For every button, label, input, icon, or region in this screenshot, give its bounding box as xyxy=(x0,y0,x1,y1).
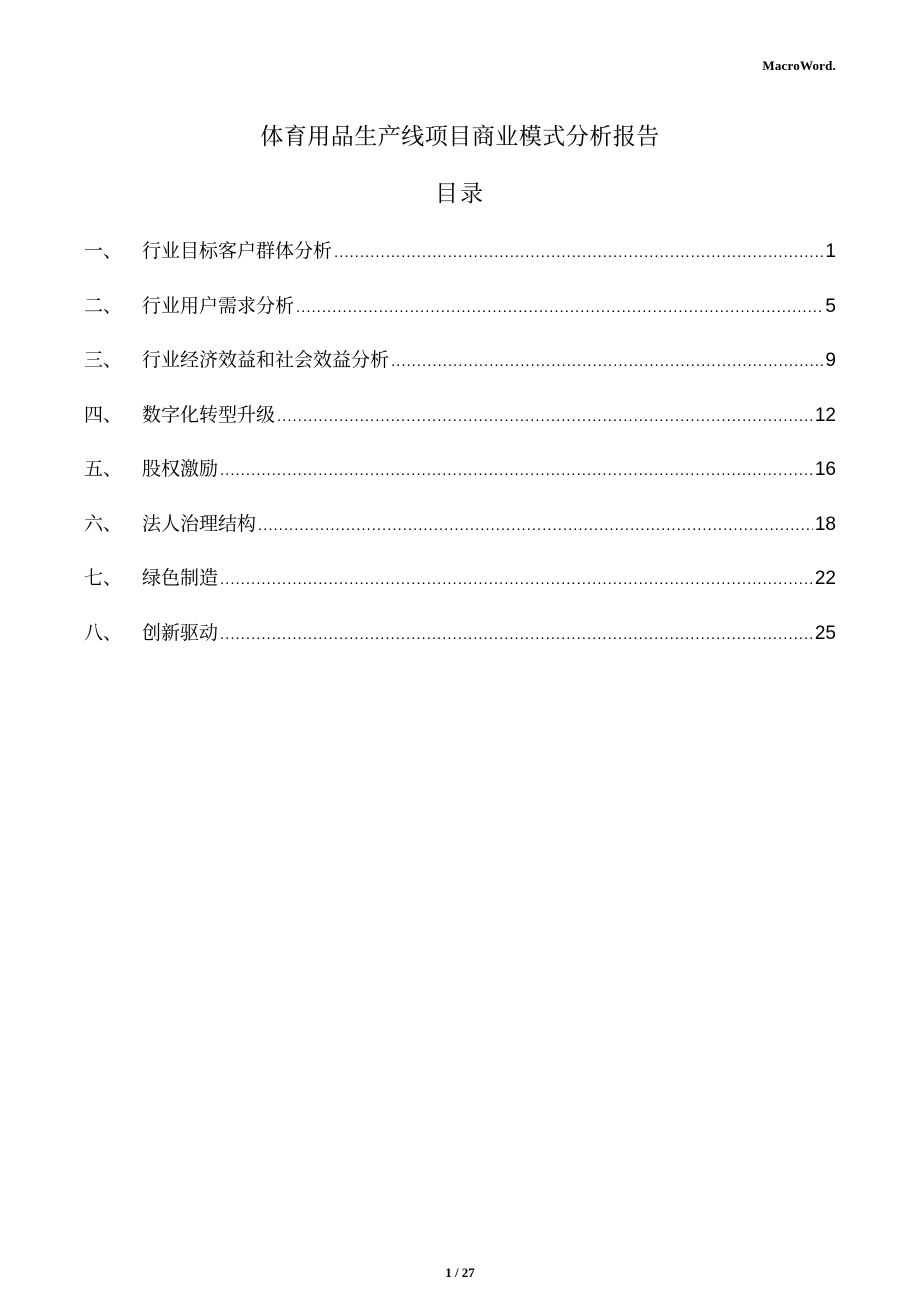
toc-dot-leader xyxy=(220,617,813,653)
toc-entry-number: 七、 xyxy=(84,567,123,589)
toc-entry[interactable] xyxy=(84,288,836,343)
toc-entry-page: 5 xyxy=(825,295,836,317)
toc-entry[interactable] xyxy=(84,397,836,452)
toc-entry-number: 三、 xyxy=(84,349,123,371)
toc-entry-number: 四、 xyxy=(84,403,123,426)
toc-entry-page: 16 xyxy=(814,459,836,480)
toc-entry[interactable] xyxy=(84,342,836,397)
toc-entry-title: 法人治理结构 xyxy=(142,512,257,535)
toc-entry-title: 股权激励 xyxy=(142,458,219,480)
toc-dot-leader xyxy=(258,508,813,544)
toc-entry[interactable] xyxy=(84,615,836,670)
toc-entry-page: 25 xyxy=(814,622,836,644)
page-indicator: 1 / 27 xyxy=(445,1265,475,1280)
toc-entry-number: 二、 xyxy=(84,294,123,317)
toc-entry-title: 行业经济效益和社会效益分析 xyxy=(142,349,390,371)
toc-dot-leader xyxy=(220,453,813,489)
toc-heading: 目录 xyxy=(435,181,485,207)
toc-dot-leader xyxy=(334,235,823,271)
toc-entry-number: 一、 xyxy=(84,240,123,262)
toc-entry-page: 9 xyxy=(825,350,836,371)
toc-dot-leader xyxy=(296,290,823,326)
toc-entry-title: 数字化转型升级 xyxy=(142,403,276,426)
toc-entry[interactable] xyxy=(84,451,836,506)
toc-entry-title: 创新驱动 xyxy=(142,621,219,644)
toc-entry-page: 18 xyxy=(814,513,836,535)
toc-dot-leader xyxy=(277,399,813,435)
toc-dot-leader xyxy=(220,562,813,598)
toc-dot-leader xyxy=(391,344,823,380)
table-of-contents xyxy=(84,233,836,669)
toc-entry-number: 八、 xyxy=(84,621,123,644)
toc-entry-title: 行业用户需求分析 xyxy=(142,294,295,317)
toc-entry-page: 12 xyxy=(814,404,836,426)
header-brand: MacroWord. xyxy=(762,58,836,73)
toc-entry[interactable] xyxy=(84,506,836,561)
toc-entry-page: 22 xyxy=(814,568,836,589)
toc-entry-title: 行业目标客户群体分析 xyxy=(142,240,333,262)
toc-entry[interactable] xyxy=(84,560,836,615)
toc-entry-title: 绿色制造 xyxy=(142,567,219,589)
toc-entry-number: 六、 xyxy=(84,512,123,535)
toc-entry[interactable] xyxy=(84,233,836,288)
document-title: 体育用品生产线项目商业模式分析报告 xyxy=(260,124,660,150)
toc-entry-number: 五、 xyxy=(84,458,123,480)
toc-entry-page: 1 xyxy=(825,241,836,262)
